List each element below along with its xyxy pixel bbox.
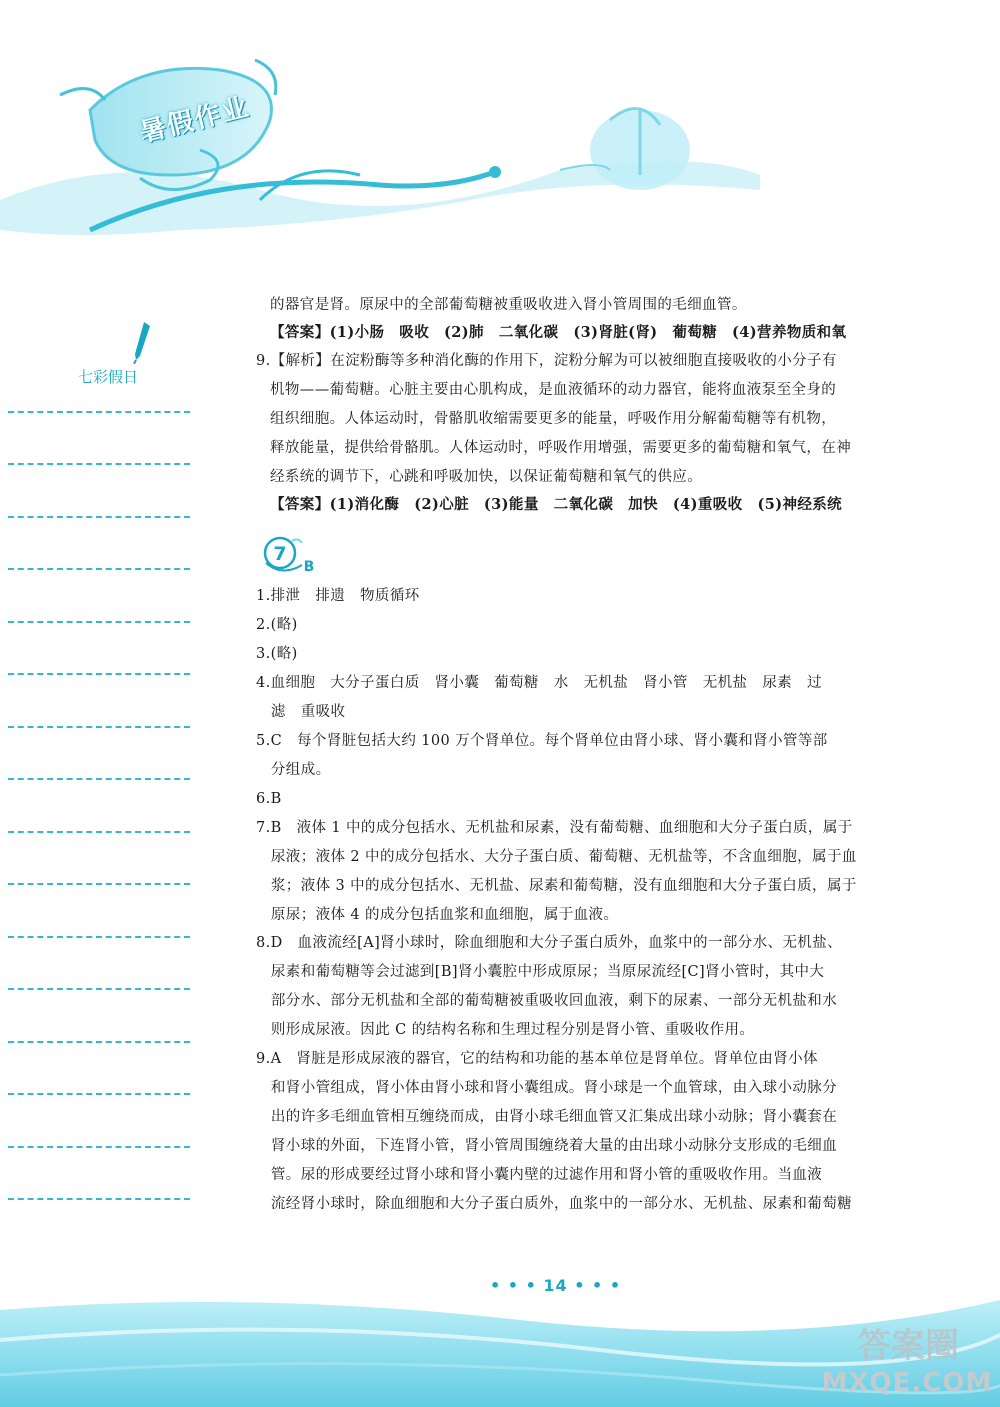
watermark-url: MXQE.COM [821,1368,993,1398]
note-line [8,516,190,518]
text-line: 组织细胞。人体运动时，骨骼肌收缩需要更多的能量，呼吸作用分解葡萄糖等有机物， [270,411,837,427]
section-badge [262,533,322,577]
text-line: 9.【解析】在淀粉酶等多种消化酶的作用下，淀粉分解为可以被细胞直接吸收的小分子有 [256,353,837,369]
watermark-logo: 答案圈 [857,1326,959,1366]
note-line [8,411,190,413]
note-line [8,1041,190,1043]
text-line: 则形成尿液。因此 C 的结构名称和生理过程分别是肾小管、重吸收作用。 [256,1022,755,1038]
note-line [8,673,190,675]
text-line: 肾小球的外面，下连肾小管，肾小管周围缠绕着大量的由出球小动脉分支形成的毛细血 [256,1138,838,1154]
note-line [8,831,190,833]
note-line [8,726,190,728]
text-line: 流经肾小球时，除血细胞和大分子蛋白质外，血浆中的一部分水、无机盐、尿素和葡萄糖 [256,1196,852,1212]
note-line [8,778,190,780]
note-line [8,1198,190,1200]
text-line: 部分水、部分无机盐和全部的葡萄糖被重吸收回血液，剩下的尿素、一部分无机盐和水 [256,993,838,1009]
text-line: 浆；液体 3 中的成分包括水、无机盐、尿素和葡萄糖，没有血细胞和大分子蛋白质，属于 [256,878,857,894]
note-line [8,1093,190,1095]
note-line [8,621,190,623]
text-line: 4.血细胞 大分子蛋白质 肾小囊 葡萄糖 水 无机盐 肾小管 无机盐 尿素 过 [256,675,822,691]
text-line: 滤 重吸收 [256,704,346,720]
text-line: 管。尿的形成要经过肾小球和肾小囊内壁的过滤作用和肾小管的重吸收作用。当血液 [256,1167,823,1183]
note-line [8,568,190,570]
text-line: 释放能量，提供给骨骼肌。人体运动时，呼吸作用增强，需要更多的葡萄糖和氧气，在神 [270,440,852,456]
text-line: 分组成。 [256,762,331,778]
text-line: 原尿；液体 4 的成分包括血浆和血细胞，属于血液。 [256,907,619,923]
note-line [8,936,190,938]
sidebar [0,315,200,1265]
text-line: 3.(略) [256,646,298,662]
note-line [8,463,190,465]
text-line: 尿素和葡萄糖等会过滤到[B]肾小囊腔中形成原尿；当原尿流经[C]肾小管时，其中大 [256,964,825,980]
text-line: 和肾小管组成，肾小体由肾小球和肾小囊组成。肾小球是一个血管球，由入球小动脉分 [256,1080,838,1096]
text-line: 经系统的调节下，心跳和呼吸加快，以保证葡萄糖和氧气的供应。 [270,469,703,485]
text-line: 5.C 每个肾脏包括大约 100 万个肾单位。每个肾单位由肾小球、肾小囊和肾小管等部 [256,733,828,749]
text-line: 6.B [256,791,282,807]
note-line [8,1146,190,1148]
text-line: 出的许多毛细血管相互缠绕而成，由肾小球毛细血管又汇集成出球小动脉；肾小囊套在 [256,1109,838,1125]
page-number: • • • 14 • • • [490,1276,622,1295]
answer-line: 【答案】(1)消化酶 (2)心脏 (3)能量 二氧化碳 加快 (4)重吸收 (5)神经系统 [270,496,843,513]
answer-line: 【答案】(1)小肠 吸收 (2)肺 二氧化碳 (3)肾脏(肾) 葡萄糖 (4)营养物质和氧 [270,324,847,341]
banner-title: 暑假作业 [137,92,254,149]
text-line: 2.(略) [256,617,298,633]
text-line: 尿液；液体 2 中的成分包括水、大分子蛋白质、葡萄糖、无机盐等，不含血细胞，属于血 [256,849,857,865]
section-letter: B [303,559,315,575]
text-line: 的器官是肾。原尿中的全部葡萄糖被重吸收进入肾小管周围的毛细血管。 [270,297,747,313]
text-line: 7.B 液体 1 中的成分包括水、无机盐和尿素，没有葡萄糖、血细胞和大分子蛋白质，属于 [256,820,853,836]
sidebar-label: 七彩假日 [78,368,139,386]
text-line: 9.A 肾脏是形成尿液的器官，它的结构和功能的基本单位是肾单位。肾单位由肾小体 [256,1051,818,1067]
note-line [8,883,190,885]
section-number: 7 [273,543,287,565]
text-line: 8.D 血液流经[A]肾小球时，除血细胞和大分子蛋白质外，血浆中的一部分水、无机盐、 [256,935,843,951]
pen-icon [132,320,152,364]
text-line: 1.排泄 排遗 物质循环 [256,588,420,604]
note-line [8,988,190,990]
text-line: 机物——葡萄糖。心脏主要由心肌构成，是血液循环的动力器官，能将血液泵至全身的 [270,382,837,398]
